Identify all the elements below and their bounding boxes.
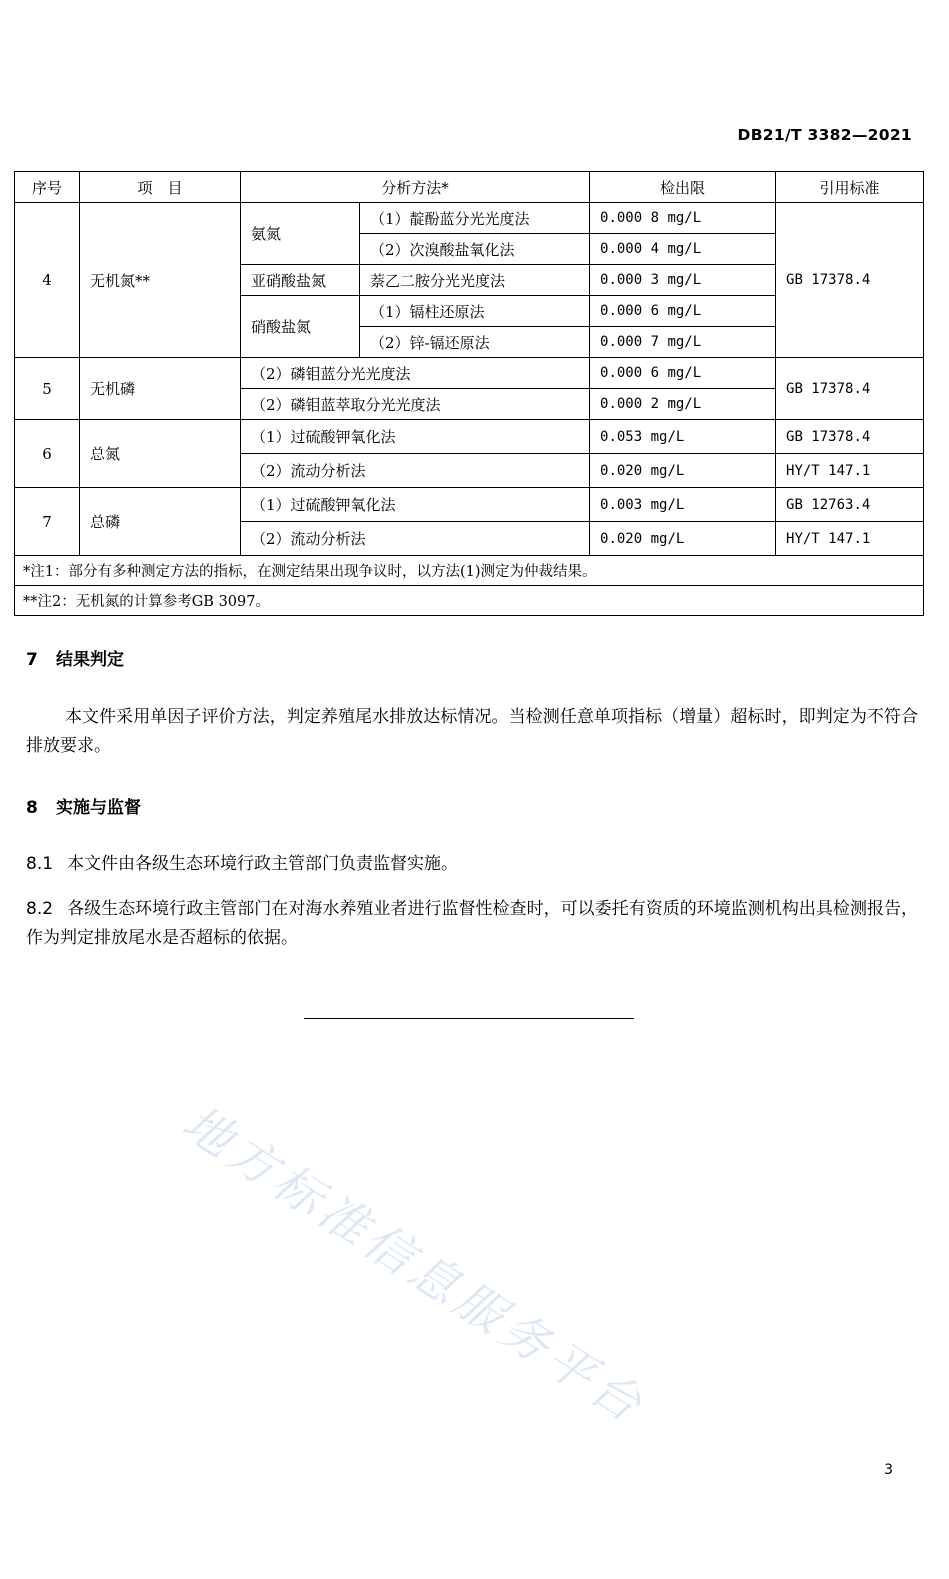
standard-cell: HY/T 147.1 — [776, 522, 924, 556]
limit-cell: 0.000 2 mg/L — [590, 389, 776, 420]
limit-cell: 0.053 mg/L — [590, 420, 776, 454]
clause-8-2 — [26, 895, 918, 953]
limit-cell: 0.003 mg/L — [590, 488, 776, 522]
standard-cell: HY/T 147.1 — [776, 454, 924, 488]
document-code: DB21/T 3382—2021 — [737, 126, 912, 144]
table-row — [15, 488, 924, 522]
limit-cell: 0.020 mg/L — [590, 522, 776, 556]
item-cell: 总磷 — [80, 488, 241, 556]
method-cell: （2）流动分析法 — [241, 522, 590, 556]
method-cell: （2）次溴酸盐氧化法 — [360, 234, 590, 265]
clause-8-1-text: 本文件由各级生态环境行政主管部门负责监督实施。 — [67, 854, 459, 874]
method-cell: （2）磷钼蓝分光光度法 — [241, 358, 590, 389]
method-cell: （2）磷钼蓝萃取分光光度法 — [241, 389, 590, 420]
method-cell: （1）过硫酸钾氧化法 — [241, 488, 590, 522]
method-cell: （2）流动分析法 — [241, 454, 590, 488]
standard-cell: GB 17378.4 — [776, 358, 924, 420]
item-cell: 无机氮** — [80, 203, 241, 358]
header-item: 项 目 — [80, 172, 241, 203]
method-cell: （2）锌-镉还原法 — [360, 327, 590, 358]
limit-cell: 0.000 4 mg/L — [590, 234, 776, 265]
standard-cell: GB 17378.4 — [776, 203, 924, 358]
seq-cell: 5 — [15, 358, 80, 420]
section-7-heading — [26, 645, 124, 670]
watermark-text: 地方标准信息服务平台 — [172, 1094, 656, 1436]
seq-cell: 6 — [15, 420, 80, 488]
section-8-heading — [26, 793, 141, 818]
section-8-title: 实施与监督 — [56, 798, 141, 818]
seq-cell: 7 — [15, 488, 80, 556]
table-header-row — [15, 172, 924, 203]
sub-item-cell: 氨氮 — [241, 203, 360, 265]
standard-cell: GB 17378.4 — [776, 420, 924, 454]
limit-cell: 0.000 8 mg/L — [590, 203, 776, 234]
table-note-2: **注2：无机氮的计算参考GB 3097。 — [15, 586, 924, 616]
method-cell: 萘乙二胺分光光度法 — [360, 265, 590, 296]
limit-cell: 0.020 mg/L — [590, 454, 776, 488]
table-row — [15, 420, 924, 454]
standard-cell: GB 12763.4 — [776, 488, 924, 522]
table-note-row — [15, 586, 924, 616]
clause-8-1 — [26, 850, 918, 879]
sub-item-cell: 硝酸盐氮 — [241, 296, 360, 358]
header-standard: 引用标准 — [776, 172, 924, 203]
end-of-document-line — [304, 1018, 634, 1019]
page-number: 3 — [884, 1462, 893, 1478]
section-7-body: 本文件采用单因子评价方法，判定养殖尾水排放达标情况。当检测任意单项指标（增量）超标时，即判定为不符合排放要求。 — [26, 707, 918, 756]
item-cell: 无机磷 — [80, 358, 241, 420]
method-cell: （1）靛酚蓝分光光度法 — [360, 203, 590, 234]
limit-cell: 0.000 6 mg/L — [590, 358, 776, 389]
method-cell: （1）镉柱还原法 — [360, 296, 590, 327]
seq-cell: 4 — [15, 203, 80, 358]
header-method: 分析方法* — [241, 172, 590, 203]
section-7-title: 结果判定 — [56, 650, 124, 670]
item-cell: 总氮 — [80, 420, 241, 488]
clause-8-2-number: 8.2 — [26, 899, 54, 919]
limit-cell: 0.000 7 mg/L — [590, 327, 776, 358]
section-8-number: 8 — [26, 798, 38, 818]
analysis-methods-table — [14, 171, 924, 616]
method-cell: （1）过硫酸钾氧化法 — [241, 420, 590, 454]
table-note-1: *注1：部分有多种测定方法的指标，在测定结果出现争议时，以方法(1)测定为仲裁结果。 — [15, 556, 924, 586]
limit-cell: 0.000 3 mg/L — [590, 265, 776, 296]
table-row — [15, 203, 924, 234]
sub-item-cell: 亚硝酸盐氮 — [241, 265, 360, 296]
header-limit: 检出限 — [590, 172, 776, 203]
table-note-row — [15, 556, 924, 586]
clause-8-2-text: 各级生态环境行政主管部门在对海水养殖业者进行监督性检查时，可以委托有资质的环境监测机构出具检测报告，作为判定排放尾水是否超标的依据。 — [26, 899, 918, 948]
section-7-number: 7 — [26, 650, 38, 670]
header-seq: 序号 — [15, 172, 80, 203]
clause-8-1-number: 8.1 — [26, 854, 54, 874]
limit-cell: 0.000 6 mg/L — [590, 296, 776, 327]
table-row — [15, 358, 924, 389]
